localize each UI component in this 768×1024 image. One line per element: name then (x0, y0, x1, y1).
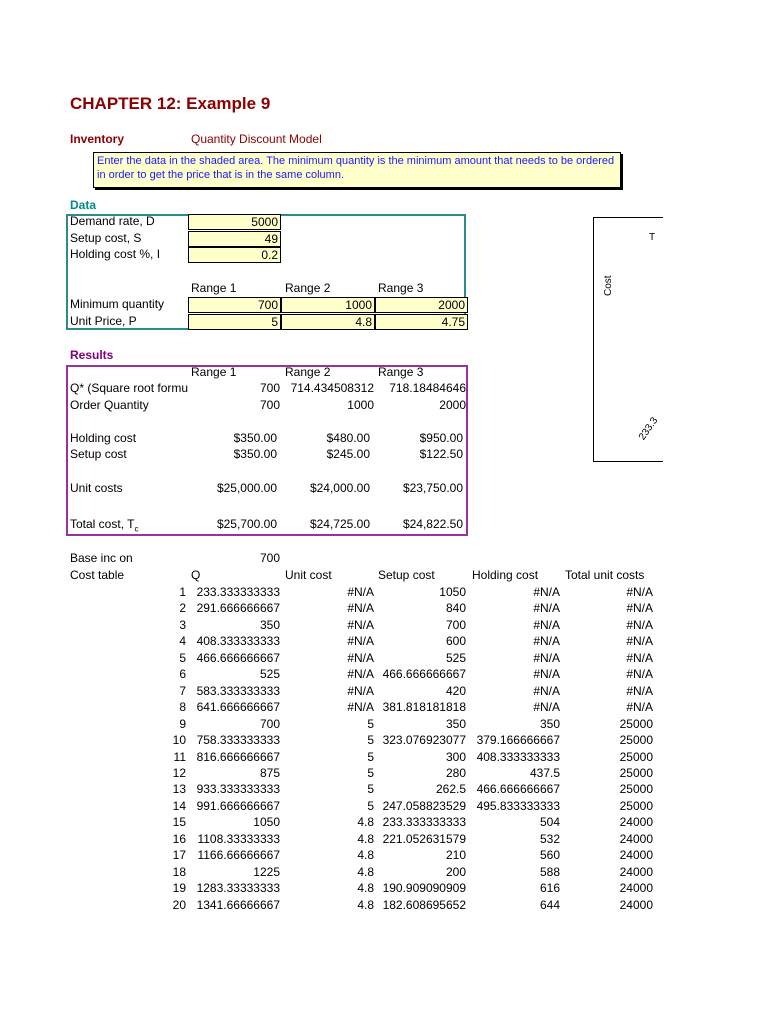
table-cell: 300 (445, 749, 466, 764)
chart-title-fragment: T (649, 232, 656, 243)
table-cell: 24000 (619, 815, 653, 830)
unit-price-input[interactable]: 4.8 (281, 314, 375, 330)
cost-table-header: Unit cost (285, 568, 332, 582)
table-cell: 15 (172, 815, 186, 830)
table-cell: 525 (259, 667, 280, 682)
table-cell: 583.333333333 (196, 683, 280, 698)
table-cell: 8 (179, 700, 186, 715)
table-cell: 5 (367, 782, 374, 797)
table-cell: 9 (179, 716, 186, 731)
table-cell: 466.666666667 (196, 650, 280, 665)
table-row (0, 617, 660, 633)
table-cell: 379.166666667 (476, 733, 560, 748)
table-cell: 280 (445, 765, 466, 780)
base-label: Base inc on (70, 551, 133, 565)
table-cell: 2 (179, 601, 186, 616)
table-cell: 816.666666667 (196, 749, 280, 764)
table-cell: 4.8 (357, 831, 374, 846)
table-cell: #N/A (533, 634, 560, 649)
table-cell: 25000 (619, 798, 653, 813)
table-cell: 420 (445, 683, 466, 698)
table-cell: 13 (172, 782, 186, 797)
table-cell: 991.666666667 (196, 798, 280, 813)
table-row (0, 880, 660, 896)
table-cell: #N/A (347, 650, 374, 665)
table-cell: 24000 (619, 881, 653, 896)
table-cell: 25000 (619, 782, 653, 797)
table-cell: 504 (539, 815, 560, 830)
table-cell: 5 (367, 749, 374, 764)
setup-cost-label: Setup cost (70, 447, 127, 461)
unit-costs-label: Unit costs (70, 481, 123, 495)
table-cell: 437.5 (529, 765, 560, 780)
table-cell: 210 (445, 848, 466, 863)
base-value: 700 (259, 551, 280, 565)
table-row (0, 831, 660, 847)
table-cell: 933.333333333 (196, 782, 280, 797)
table-cell: #N/A (533, 700, 560, 715)
unit-costs-value: $25,000.00 (216, 481, 277, 495)
holding-cost-value: $950.00 (419, 431, 463, 445)
min-qty-label: Minimum quantity (70, 297, 165, 311)
table-cell: 560 (539, 848, 560, 863)
table-cell: 25000 (619, 733, 653, 748)
min-qty-input[interactable]: 2000 (375, 297, 468, 313)
table-cell: #N/A (347, 683, 374, 698)
setup-cost-value: $245.00 (326, 447, 370, 461)
table-cell: 17 (172, 848, 186, 863)
table-cell: 588 (539, 864, 560, 879)
table-cell: 4.8 (357, 881, 374, 896)
table-cell: 3 (179, 617, 186, 632)
holding-cost-value: $480.00 (326, 431, 370, 445)
order-qty-label: Order Quantity (70, 398, 149, 412)
total-cost-value: $24,822.50 (402, 517, 463, 531)
table-cell: 24000 (619, 864, 653, 879)
total-cost-label: Total cost, $T_c$ (70, 517, 139, 534)
table-row (0, 732, 660, 748)
holding-cost-value: $350.00 (233, 431, 277, 445)
table-cell: 4.8 (357, 848, 374, 863)
table-cell: 25000 (619, 716, 653, 731)
instruction-note: Enter the data in the shaded area. The minimum quantity is the minimum amount that needs to be ordered in order to get the price that is in the same column. (93, 152, 621, 188)
table-cell: 247.058823529 (382, 798, 466, 813)
table-cell: 5 (367, 716, 374, 731)
result-range-header: Range 1 (191, 365, 237, 379)
table-cell: 840 (445, 601, 466, 616)
table-row (0, 749, 660, 765)
table-cell: 4 (179, 634, 186, 649)
table-cell: 262.5 (435, 782, 466, 797)
table-cell: 1341.66666667 (196, 897, 280, 912)
table-cell: 24000 (619, 897, 653, 912)
table-cell: 600 (445, 634, 466, 649)
table-cell: #N/A (626, 667, 653, 682)
table-cell: 1108.33333333 (197, 831, 280, 846)
chart-y-axis-label: Cost (603, 275, 614, 296)
table-cell: 1225 (253, 864, 280, 879)
cost-table-header: Setup cost (378, 568, 435, 582)
table-cell: 6 (179, 667, 186, 682)
table-row (0, 798, 660, 814)
table-row (0, 814, 660, 830)
table-cell: 350 (445, 716, 466, 731)
table-cell: 1050 (439, 585, 466, 599)
table-row (0, 600, 660, 616)
table-cell: #N/A (533, 617, 560, 632)
table-cell: 641.666666667 (196, 700, 280, 715)
table-cell: #N/A (626, 700, 653, 715)
table-row (0, 897, 660, 913)
table-cell: 14 (172, 798, 186, 813)
table-cell: #N/A (347, 667, 374, 682)
table-cell: 700 (259, 716, 280, 731)
table-cell: 408.333333333 (196, 634, 280, 649)
table-cell: 18 (172, 864, 186, 879)
setup-label: Setup cost, S (70, 231, 142, 245)
table-cell: #N/A (626, 601, 653, 616)
qstar-label: Q* (Square root formu (70, 381, 188, 395)
table-row (0, 666, 660, 682)
table-cell: #N/A (533, 667, 560, 682)
table-cell: #N/A (626, 634, 653, 649)
table-cell: 1 (179, 585, 186, 599)
table-cell: #N/A (347, 601, 374, 616)
table-cell: 466.666666667 (476, 782, 560, 797)
table-cell: 525 (445, 650, 466, 665)
table-cell: 5 (179, 650, 186, 665)
holding-input[interactable]: 0.2 (188, 247, 281, 263)
table-cell: 25000 (619, 749, 653, 764)
table-row (0, 716, 660, 732)
table-cell: 25000 (619, 765, 653, 780)
table-cell: #N/A (626, 617, 653, 632)
table-cell: 190.909090909 (382, 881, 466, 896)
table-cell: 495.833333333 (476, 798, 560, 813)
unit-price-input[interactable]: 4.75 (375, 314, 468, 330)
table-row (0, 699, 660, 715)
table-cell: 19 (172, 881, 186, 896)
demand-input[interactable]: 5000 (188, 214, 281, 230)
table-cell: 4.8 (357, 815, 374, 830)
table-cell: 12 (172, 765, 186, 780)
table-cell: #N/A (626, 683, 653, 698)
result-range-header: Range 3 (378, 365, 424, 379)
table-cell: 323.076923077 (382, 733, 466, 748)
table-cell: #N/A (347, 634, 374, 649)
table-row (0, 683, 660, 699)
results-heading: Results (70, 348, 114, 362)
setup-cost-value: $122.50 (419, 447, 463, 461)
table-row (0, 847, 660, 863)
table-cell: 758.333333333 (196, 733, 280, 748)
holding-cost-label: Holding cost (70, 431, 137, 445)
table-cell: 16 (172, 831, 186, 846)
table-cell: 1166.66666667 (197, 848, 280, 863)
order-qty-value: 700 (259, 398, 280, 412)
table-cell: 1050 (253, 815, 280, 830)
table-cell: 291.666666667 (196, 601, 280, 616)
range-header: Range 3 (378, 281, 424, 295)
table-row (0, 765, 660, 781)
table-cell: 200 (445, 864, 466, 879)
unit-costs-value: $24,000.00 (309, 481, 370, 495)
min-qty-input[interactable]: 1000 (281, 297, 375, 313)
result-range-header: Range 2 (285, 365, 331, 379)
table-cell: 1283.33333333 (196, 881, 280, 896)
data-heading: Data (70, 198, 97, 212)
table-cell: 24000 (619, 848, 653, 863)
total-cost-value: $24,725.00 (309, 517, 370, 531)
table-cell: #N/A (347, 617, 374, 632)
table-cell: 233.333333333 (196, 585, 280, 599)
table-cell: 466.666666667 (382, 667, 466, 682)
unit-price-input[interactable]: 5 (188, 314, 281, 330)
page-title: CHAPTER 12: Example 9 (70, 94, 271, 113)
table-cell: 616 (539, 881, 560, 896)
table-cell: 350 (259, 617, 280, 632)
unit-costs-value: $23,750.00 (402, 481, 463, 495)
table-cell: 20 (172, 897, 186, 912)
setup-input[interactable]: 49 (188, 231, 281, 247)
min-qty-input[interactable]: 700 (188, 297, 281, 313)
table-cell: 700 (445, 617, 466, 632)
chart-x-tick-label: 233.3 (637, 415, 661, 443)
table-cell: 5 (367, 798, 374, 813)
qstar-value: 718.18484646 (389, 381, 466, 395)
table-cell: #N/A (533, 650, 560, 665)
table-cell: 7 (179, 683, 186, 698)
order-qty-value: 2000 (439, 398, 466, 412)
table-cell: #N/A (533, 683, 560, 698)
table-cell: 408.333333333 (476, 749, 560, 764)
table-cell: 11 (173, 749, 186, 764)
unit-price-label: Unit Price, P (70, 314, 137, 328)
table-cell: #N/A (533, 601, 560, 616)
qstar-value: 714.434508312 (290, 381, 374, 395)
table-cell: 182.608695652 (382, 897, 466, 912)
table-cell: 644 (539, 897, 560, 912)
total-cost-value: $25,700.00 (216, 517, 277, 531)
table-row (0, 864, 660, 880)
table-cell: 4.8 (357, 897, 374, 912)
sheet-subtitle-label: Inventory (70, 132, 125, 146)
table-cell: 5 (367, 765, 374, 780)
table-row (0, 584, 660, 600)
table-cell: 233.333333333 (382, 815, 466, 830)
setup-cost-value: $350.00 (233, 447, 277, 461)
demand-label: Demand rate, D (70, 214, 155, 228)
table-cell: 10 (172, 733, 186, 748)
table-cell: 221.052631579 (382, 831, 466, 846)
table-cell: 4.8 (357, 864, 374, 879)
range-header: Range 1 (191, 281, 237, 295)
table-cell: 381.818181818 (382, 700, 466, 715)
range-header: Range 2 (285, 281, 331, 295)
table-cell: #N/A (347, 700, 374, 715)
qstar-value: 700 (259, 381, 280, 395)
table-cell: 5 (367, 733, 374, 748)
holding-label: Holding cost %, I (70, 247, 161, 261)
cost-table-header: Q (191, 568, 201, 582)
table-cell: #N/A (626, 650, 653, 665)
cost-table-header: Total unit costs (565, 568, 645, 582)
cost-table-header: Holding cost (472, 568, 539, 582)
table-cell: #N/A (347, 585, 374, 599)
table-cell: 875 (259, 765, 280, 780)
table-cell: 350 (539, 716, 560, 731)
table-cell: 24000 (619, 831, 653, 846)
model-name: Quantity Discount Model (191, 132, 322, 146)
table-row (0, 781, 660, 797)
table-row (0, 650, 660, 666)
cost-table-label: Cost table (70, 568, 125, 582)
order-qty-value: 1000 (347, 398, 374, 412)
table-row (0, 633, 660, 649)
table-cell: 532 (539, 831, 560, 846)
table-cell: #N/A (533, 585, 560, 599)
table-cell: #N/A (626, 585, 653, 599)
